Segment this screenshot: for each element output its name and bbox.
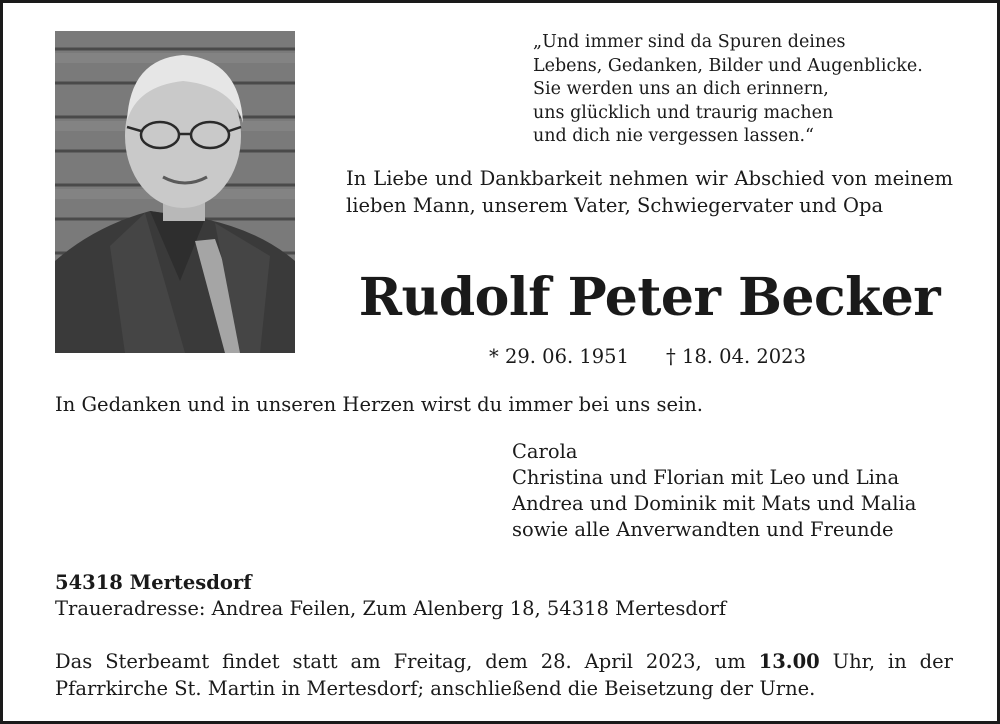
mourner-entry: Christina und Florian mit Leo und Lina: [512, 466, 900, 489]
service-time: 13.00: [758, 650, 820, 673]
mourners-list: [512, 439, 972, 543]
mourner-entry: sowie alle Anverwandten und Freunde: [512, 518, 894, 541]
mourner-entry: Carola: [512, 440, 578, 463]
service-text-after: Uhr, in der Pfarrkirche St. Martin in Mertesdorf; anschließend die Beisetzung der Urne.: [55, 650, 953, 700]
quote-line: und dich nie vergessen lassen.“: [533, 126, 814, 146]
service-details: [55, 648, 953, 702]
deceased-name: Rudolf Peter Becker: [358, 267, 941, 328]
quote-line: Lebens, Gedanken, Bilder und Augenblicke.: [533, 55, 923, 76]
service-text-before: Das Sterbeamt findet statt am Freitag, dem 28. April 2023, um: [55, 650, 759, 673]
quote-line: uns glücklich und traurig machen: [533, 102, 834, 123]
remembrance-line: In Gedanken und in unseren Herzen wirst du immer bei uns sein.: [55, 393, 704, 416]
portrait-photo: [55, 31, 295, 353]
place-heading: 54318 Mertesdorf: [55, 571, 252, 594]
mourning-address: Traueradresse: Andrea Feilen, Zum Alenberg 18, 54318 Mertesdorf: [55, 597, 727, 620]
death-date: † 18. 04. 2023: [666, 345, 806, 368]
quote-line: Sie werden uns an dich erinnern,: [533, 79, 829, 99]
mourner-entry: Andrea und Dominik mit Mats und Malia: [512, 492, 917, 515]
farewell-intro: In Liebe und Dankbarkeit nehmen wir Abschied von meinem lieben Mann, unserem Vater, Schwiegervater und Opa: [346, 167, 953, 217]
birth-date: * 29. 06. 1951: [489, 345, 629, 368]
memorial-quote: [533, 31, 973, 149]
quote-line: „Und immer sind da Spuren deines: [533, 32, 846, 52]
